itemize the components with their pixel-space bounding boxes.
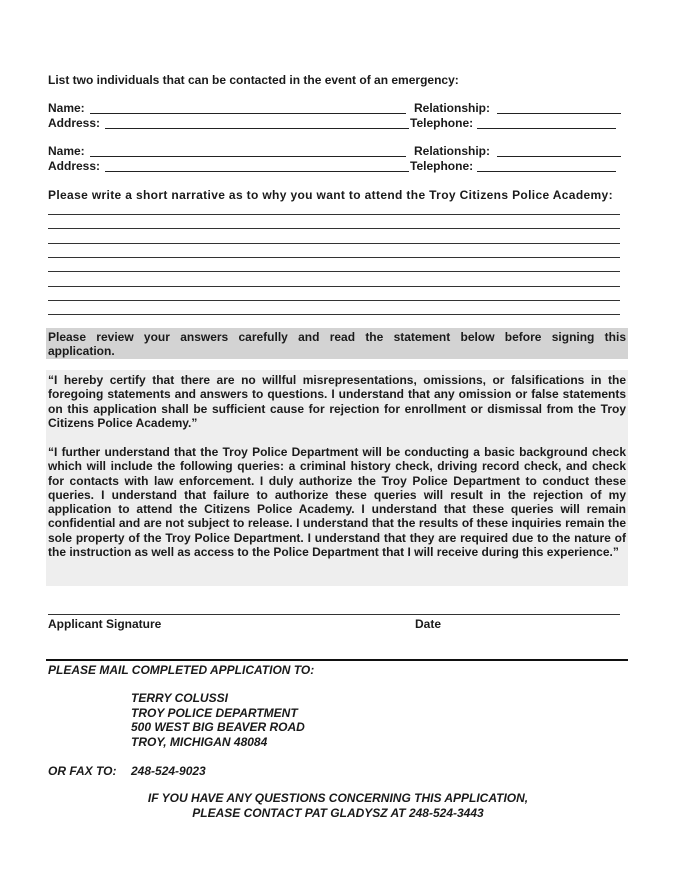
address-label-2: Address: <box>48 159 101 173</box>
name-label-2: Name: <box>48 144 85 158</box>
telephone-label-1: Telephone: <box>410 116 474 130</box>
relationship-field-2[interactable] <box>497 156 621 157</box>
fax-number: 248-524-9023 <box>131 764 206 778</box>
telephone-field-2[interactable] <box>477 171 616 172</box>
name-label-1: Name: <box>48 101 85 115</box>
mail-address-line: 500 WEST BIG BEAVER ROAD <box>131 720 305 734</box>
narrative-line[interactable] <box>48 271 620 272</box>
mail-address-line: TROY, MICHIGAN 48084 <box>131 735 268 749</box>
mail-address-line: TROY POLICE DEPARTMENT <box>131 706 298 720</box>
address-label-1: Address: <box>48 116 101 130</box>
review-notice: Please review your answers carefully and read the statement below before signing this application. <box>48 330 626 359</box>
fax-label: OR FAX TO: <box>48 764 117 778</box>
mail-heading: PLEASE MAIL COMPLETED APPLICATION TO: <box>48 663 315 677</box>
name-field-1[interactable] <box>90 113 406 114</box>
narrative-prompt: Please write a short narrative as to why you want to attend the Troy Citizens Police Academy: <box>48 188 613 202</box>
narrative-line[interactable] <box>48 257 620 258</box>
narrative-line[interactable] <box>48 300 620 301</box>
questions-line-2: PLEASE CONTACT PAT GLADYSZ AT 248-524-3443 <box>192 806 484 820</box>
certify-paragraph: “I hereby certify that there are no willful misrepresentations, omissions, or falsifications in the foregoing statements and answers to questions. I understand that any omission or false statements on this application shall be sufficient cause for rejection for enrollment or dismissal from the Troy Citizens Police Academy.” <box>48 373 626 430</box>
telephone-label-2: Telephone: <box>410 159 474 173</box>
mail-address-line: TERRY COLUSSI <box>131 691 228 705</box>
name-field-2[interactable] <box>90 156 406 157</box>
narrative-line[interactable] <box>48 286 620 287</box>
section-divider <box>46 659 628 661</box>
narrative-line[interactable] <box>48 243 620 244</box>
narrative-line[interactable] <box>48 228 620 229</box>
applicant-signature-label: Applicant Signature <box>48 617 162 631</box>
questions-line-1: IF YOU HAVE ANY QUESTIONS CONCERNING THIS APPLICATION, <box>147 791 529 805</box>
narrative-line[interactable] <box>48 314 620 315</box>
address-field-1[interactable] <box>105 128 409 129</box>
address-field-2[interactable] <box>105 171 409 172</box>
relationship-label-1: Relationship: <box>414 101 491 115</box>
understand-paragraph: “I further understand that the Troy Police Department will be conducting a basic background check which will include the following queries: a criminal history check, driving record check, and check for contacts with law enforcement. I duly authorize the Troy Police Department to conduct these queries. I understand that failure to authorize these queries will result in the rejection of my application to attend the Citizens Police Academy. I understand that these queries will remain confidential and are not subject to release. I understand that the results of these inquiries remain the sole property of the Troy Police Department. I understand that they are required due to the nature of the instruction as well as access to the Police Department that I will receive during this experience.” <box>48 445 626 560</box>
narrative-line[interactable] <box>48 214 620 215</box>
signature-line[interactable] <box>48 614 620 615</box>
telephone-field-1[interactable] <box>477 128 616 129</box>
relationship-label-2: Relationship: <box>414 144 491 158</box>
date-label: Date <box>415 617 442 631</box>
emergency-intro: List two individuals that can be contacted in the event of an emergency: <box>48 73 459 87</box>
relationship-field-1[interactable] <box>497 113 621 114</box>
